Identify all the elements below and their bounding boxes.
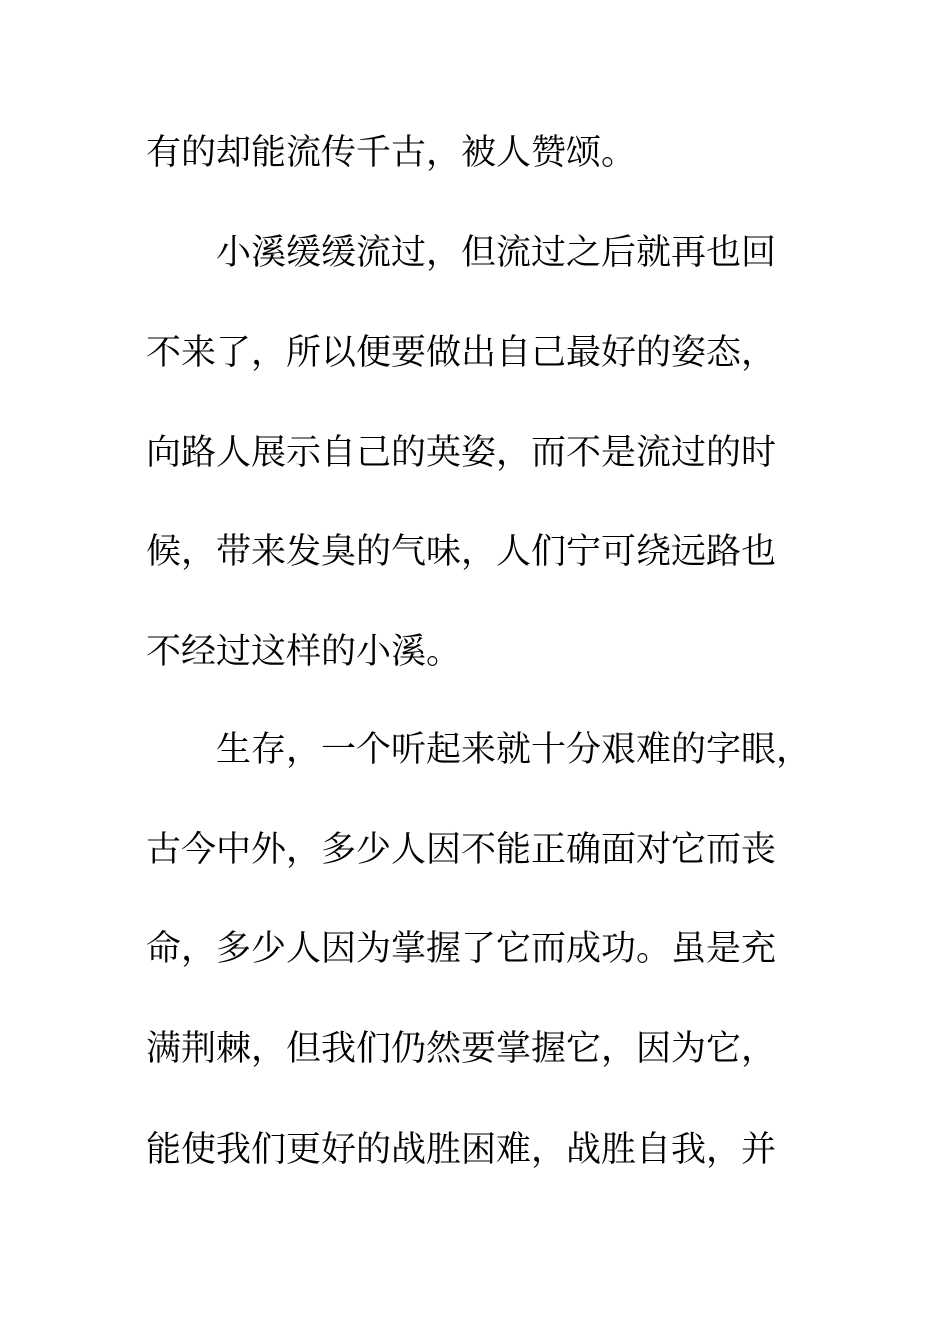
paragraph-start-line: 小溪缓缓流过，但流过之后就再也回 <box>216 233 777 273</box>
text-line: 不来了，所以便要做出自己最好的姿态， <box>146 333 777 373</box>
text-line: 古今中外，多少人因不能正确面对它而丧 <box>146 830 777 870</box>
text-line: 候，带来发臭的气味，人们宁可绕远路也 <box>146 532 777 572</box>
text-line: 满荆棘，但我们仍然要掌握它，因为它， <box>146 1029 777 1069</box>
text-line: 有的却能流传千古，被人赞颂。 <box>146 133 637 173</box>
text-line: 向路人展示自己的英姿，而不是流过的时 <box>146 433 777 473</box>
text-line: 能使我们更好的战胜困难，战胜自我，并 <box>146 1130 777 1170</box>
text-line: 命，多少人因为掌握了它而成功。虽是充 <box>146 929 777 969</box>
text-line: 不经过这样的小溪。 <box>146 632 462 672</box>
paragraph-start-line: 生存，一个听起来就十分艰难的字眼， <box>216 730 812 770</box>
